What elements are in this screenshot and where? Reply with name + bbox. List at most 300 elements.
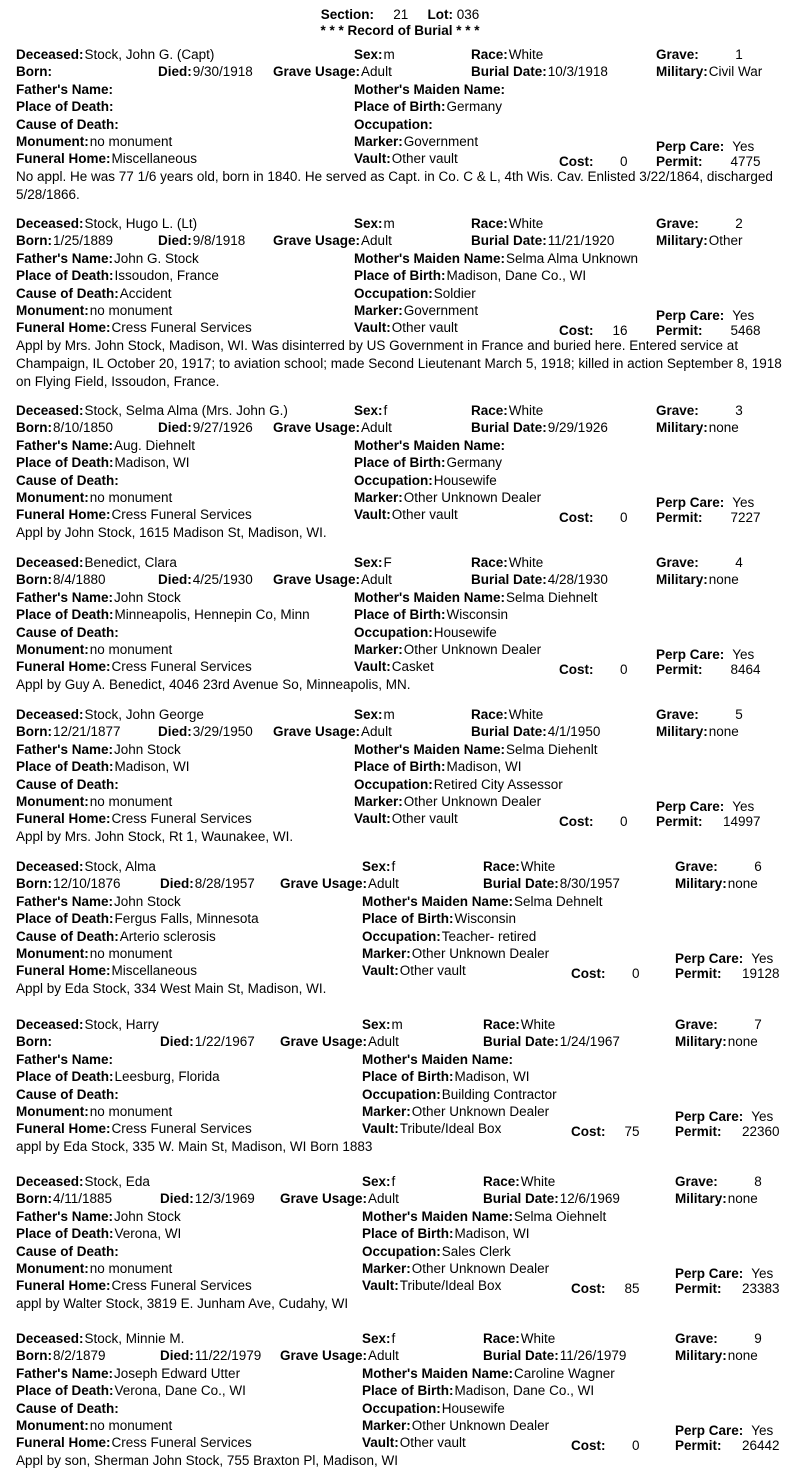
record-row [0,554,800,572]
sex-field [362,858,395,876]
grave-field [675,1173,762,1191]
sex-value: f [391,859,396,874]
sex-label: Sex: [354,403,383,418]
grave-value: 3 [735,403,743,418]
grave-usage-value: Adult [361,724,392,740]
funeral-home-field [16,506,252,524]
military-field [656,419,739,437]
cause-of-death-field [16,472,120,490]
record-row [0,1382,800,1400]
place-of-birth-value: Wisconsin [454,911,517,927]
race-value: White [508,47,544,62]
race-label: Race: [471,707,508,722]
deceased-label: Deceased: [16,403,84,418]
mother-maiden-name-field [354,589,598,607]
funeral-home-field [16,810,252,828]
cause-of-death-label: Cause of Death: [16,624,119,640]
marker-label: Marker: [354,794,403,809]
father-name-field [16,589,181,607]
died-label: Died: [160,1034,194,1050]
marker-field [362,1260,549,1278]
cost-label: Cost: [571,966,606,982]
cost-label: Cost: [559,662,594,678]
place-of-birth-label: Place of Birth: [354,455,446,471]
record-row [0,910,800,928]
race-field [483,858,555,876]
died-value: 12/3/1969 [194,1191,255,1207]
burial-date-value: 1/24/1967 [559,1034,620,1050]
vault-field [354,506,458,524]
mother-maiden-name-field [354,81,506,99]
place-of-birth-value: Madison, WI [454,1226,530,1242]
vault-field [354,658,434,676]
deceased-label: Deceased: [16,216,84,231]
deceased-value: Stock, Minnie M. [84,1331,185,1346]
burial-record [0,858,800,998]
record-row [0,1417,800,1438]
record-row [0,1260,800,1281]
race-value: White [520,859,556,874]
mother-maiden-name-field [362,893,603,911]
grave-usage-label: Grave Usage: [280,1348,368,1364]
record-row [0,1243,800,1261]
vault-value: Other vault [391,507,458,523]
military-label: Military: [656,724,708,740]
mother-maiden-name-field [362,1208,606,1226]
place-of-birth-label: Place of Birth: [354,759,446,775]
record-note: Appl by Guy A. Benedict, 4046 23rd Avenue So, Minneapolis, MN. [16,676,411,692]
vault-value: Tribute/Ideal Box [399,1121,502,1137]
record-row [0,1033,800,1051]
permit-label: Permit: [656,662,703,678]
grave-label: Grave: [656,403,699,418]
place-of-birth-value: Wisconsin [446,607,509,623]
grave-usage-field [273,232,392,250]
grave-usage-value: Adult [368,1034,399,1050]
permit-value: 4775 [730,154,761,170]
sex-field [354,554,392,572]
mother-maiden-name-value: Selma Dehnelt [514,893,603,909]
monument-label: Monument: [16,1104,89,1119]
perp-care-label: Perp Care: [675,951,744,966]
marker-field [362,945,549,963]
perp-care-value: Yes [751,951,774,966]
military-label: Military: [675,1034,727,1050]
military-label: Military: [675,1348,727,1364]
place-of-birth-field [362,1382,594,1400]
father-name-label: Father's Name: [16,81,113,97]
place-of-death-value: Verona, WI [114,1226,182,1242]
deceased-field [16,215,197,233]
cause-of-death-field [16,928,216,946]
died-value: 11/22/1979 [194,1348,262,1364]
place-of-death-label: Place of Death: [16,455,114,471]
cause-of-death-field [16,285,172,303]
died-field [158,232,245,250]
record-row [0,1016,800,1034]
funeral-home-label: Funeral Home: [16,320,111,336]
cost-value: 75 [624,1124,640,1140]
monument-value: no monument [89,490,173,505]
died-value: 8/28/1957 [194,876,255,892]
funeral-home-field [16,150,197,168]
grave-value: 5 [735,707,743,722]
died-label: Died: [160,1191,194,1207]
father-name-field [16,741,181,759]
burial-date-label: Burial Date: [483,1348,559,1364]
born-value: 8/4/1880 [53,572,106,588]
place-of-birth-field [354,606,508,624]
race-field [471,706,543,724]
funeral-home-label: Funeral Home: [16,151,111,167]
race-label: Race: [483,1331,520,1346]
father-name-label: Father's Name: [16,1365,113,1381]
race-value: White [508,403,544,418]
perp-care-label: Perp Care: [656,308,725,323]
marker-field [354,641,541,659]
place-of-birth-field [362,1068,530,1086]
father-name-field [16,81,114,99]
marker-value: Government [403,303,479,318]
race-label: Race: [471,216,508,231]
deceased-label: Deceased: [16,1174,84,1189]
military-value: none [708,420,739,436]
occupation-value: Housewife [433,624,497,640]
cause-of-death-field [16,116,120,134]
place-of-death-value: Fergus Falls, Minnesota [114,911,259,927]
record-row [0,1208,800,1226]
marker-field [362,1103,549,1121]
sex-field [362,1016,403,1034]
deceased-label: Deceased: [16,47,84,62]
burial-date-value: 11/21/1920 [547,233,615,249]
occupation-field [354,116,434,134]
occupation-label: Occupation: [362,1243,441,1259]
race-label: Race: [471,47,508,62]
record-row [0,402,800,420]
born-field [16,1190,112,1208]
record-row [0,46,800,64]
occupation-label: Occupation: [362,928,441,944]
burial-date-field [471,571,608,589]
cost-value: 0 [619,154,628,170]
funeral-home-field [16,1434,252,1452]
permit-value: 14997 [722,814,761,830]
monument-label: Monument: [16,1418,89,1433]
military-value: Civil War [708,64,763,80]
record-row [0,945,800,966]
grave-usage-label: Grave Usage: [273,572,361,588]
vault-field [362,962,466,980]
vault-field [362,1120,501,1138]
record-row [0,232,800,250]
place-of-death-value: Minneapolis, Hennepin Co, Minn [114,607,310,623]
permit-label: Permit: [656,814,703,830]
sex-field [354,706,395,724]
burial-record [0,554,800,694]
sex-value: F [383,555,392,570]
deceased-field [16,402,288,420]
father-name-field [16,437,195,455]
place-of-death-label: Place of Death: [16,99,114,115]
vault-field [354,150,458,168]
record-row [0,641,800,662]
deceased-field [16,1330,184,1348]
cost-value: 16 [612,323,628,339]
military-field [656,232,743,250]
record-row [0,810,800,828]
occupation-value: Housewife [433,472,497,488]
mother-maiden-name-label: Mother's Maiden Name: [354,81,505,97]
died-field [158,419,253,437]
perp-care-label: Perp Care: [675,1423,744,1438]
vault-label: Vault: [362,1435,399,1451]
record-header [0,7,800,39]
vault-value: Casket [391,659,434,675]
cause-of-death-label: Cause of Death: [16,1086,119,1102]
permit-label: Permit: [675,1124,722,1140]
vault-field [362,1434,466,1452]
record-row [0,116,800,134]
father-name-field [16,250,199,268]
marker-label: Marker: [354,134,403,149]
monument-field [16,1260,172,1278]
born-label: Born: [16,572,52,588]
cost-value: 0 [631,966,640,982]
father-name-field [16,1051,114,1069]
deceased-label: Deceased: [16,1331,84,1346]
place-of-death-field [16,98,115,116]
funeral-home-label: Funeral Home: [16,1121,111,1137]
race-label: Race: [483,859,520,874]
military-value: none [708,572,739,588]
grave-value: 9 [754,1331,762,1346]
record-row [0,875,800,893]
record-row [0,302,800,323]
grave-usage-value: Adult [368,876,399,892]
vault-field [354,319,458,337]
funeral-home-field [16,658,252,676]
burial-date-field [483,1347,626,1365]
mother-maiden-name-field [354,250,638,268]
burial-date-field [483,1033,620,1051]
died-value: 9/8/1918 [192,233,246,249]
born-field [16,723,121,741]
place-of-death-label: Place of Death: [16,759,114,775]
died-value: 1/22/1967 [194,1034,255,1050]
cause-of-death-field [16,776,120,794]
occupation-value: Sales Clerk [441,1243,511,1259]
died-field [158,63,253,81]
marker-value: Other Unknown Dealer [411,1418,550,1433]
deceased-value: Benedict, Clara [84,555,177,570]
place-of-death-label: Place of Death: [16,268,114,284]
place-of-death-value: Madison, WI [114,455,190,471]
record-row [0,658,800,676]
military-value: Other [708,233,743,249]
record-note: appl by Walter Stock, 3819 E. Junham Ave, Cudahy, WI [16,1295,349,1311]
occupation-field [354,285,476,303]
grave-usage-value: Adult [361,420,392,436]
marker-field [354,302,478,320]
place-of-birth-label: Place of Birth: [354,99,446,115]
occupation-field [362,1400,505,1418]
mother-maiden-name-label: Mother's Maiden Name: [354,250,505,266]
mother-maiden-name-value: Selma Alma Unknown [506,250,639,266]
monument-label: Monument: [16,134,89,149]
permit-value: 5468 [730,323,761,339]
perp-care-value: Yes [732,799,755,814]
father-name-value: John Stock [114,741,181,757]
grave-label: Grave: [656,707,699,722]
burial-record [0,46,800,204]
vault-label: Vault: [354,811,391,827]
monument-value: no monument [89,642,173,657]
grave-label: Grave: [675,859,718,874]
occupation-label: Occupation: [354,285,433,301]
record-row [0,63,800,81]
mother-maiden-name-label: Mother's Maiden Name: [354,589,505,605]
race-field [483,1173,555,1191]
marker-value: Other Unknown Dealer [411,1104,550,1119]
burial-date-label: Burial Date: [471,572,547,588]
cost-value: 0 [619,510,628,526]
grave-usage-field [273,63,392,81]
page-title: * * * Record of Burial * * * [320,23,480,38]
monument-field [16,793,172,811]
funeral-home-label: Funeral Home: [16,1278,111,1294]
vault-value: Tribute/Ideal Box [399,1278,502,1294]
father-name-value: John Stock [114,893,181,909]
born-value: 1/25/1889 [53,233,114,249]
father-name-field [16,893,181,911]
race-label: Race: [483,1017,520,1032]
marker-label: Marker: [354,642,403,657]
burial-date-label: Burial Date: [483,1191,559,1207]
grave-label: Grave: [675,1331,718,1346]
sex-label: Sex: [354,216,383,231]
record-row [0,1225,800,1243]
died-label: Died: [158,572,192,588]
died-field [160,875,255,893]
record-row [0,489,800,510]
father-name-label: Father's Name: [16,1051,113,1067]
vault-label: Vault: [362,1121,399,1137]
record-row [0,1365,800,1383]
funeral-home-value: Cress Funeral Services [111,1278,252,1294]
monument-field [16,302,172,320]
sex-value: m [383,216,395,231]
record-row [0,962,800,980]
place-of-death-field [16,1225,181,1243]
father-name-value: Joseph Edward Utter [114,1365,241,1381]
burial-date-field [471,232,614,250]
vault-field [362,1277,501,1295]
grave-label: Grave: [675,1017,718,1032]
burial-date-field [483,875,620,893]
father-name-label: Father's Name: [16,250,113,266]
place-of-birth-value: Madison, WI [454,1069,530,1085]
burial-date-value: 11/26/1979 [559,1348,627,1364]
mother-maiden-name-label: Mother's Maiden Name: [362,893,513,909]
sex-label: Sex: [362,1174,391,1189]
burial-date-field [483,1190,620,1208]
deceased-label: Deceased: [16,1017,84,1032]
race-value: White [508,707,544,722]
race-label: Race: [483,1174,520,1189]
grave-label: Grave: [656,47,699,62]
monument-value: no monument [89,1261,173,1276]
marker-field [362,1417,549,1435]
place-of-birth-label: Place of Birth: [362,1226,454,1242]
grave-field [675,1016,762,1034]
record-row [0,150,800,168]
perp-care-label: Perp Care: [656,495,725,510]
deceased-value: Stock, Selma Alma (Mrs. John G.) [84,403,288,418]
grave-usage-value: Adult [368,1191,399,1207]
born-label: Born: [16,420,52,436]
record-row [0,706,800,724]
grave-usage-field [280,1190,399,1208]
monument-value: no monument [89,1104,173,1119]
record-row [0,419,800,437]
born-field [16,875,121,893]
grave-usage-label: Grave Usage: [273,420,361,436]
mother-maiden-name-label: Mother's Maiden Name: [362,1208,513,1224]
monument-label: Monument: [16,303,89,318]
grave-usage-label: Grave Usage: [273,64,361,80]
burial-date-label: Burial Date: [471,233,547,249]
burial-date-label: Burial Date: [483,876,559,892]
military-label: Military: [675,876,727,892]
cause-of-death-label: Cause of Death: [16,285,119,301]
place-of-death-field [16,606,310,624]
permit-value: 19128 [741,966,780,982]
place-of-birth-field [354,98,502,116]
funeral-home-field [16,1277,252,1295]
grave-usage-value: Adult [368,1348,399,1364]
place-of-death-field [16,910,259,928]
vault-label: Vault: [362,963,399,979]
cost-label: Cost: [571,1124,606,1140]
sex-value: m [383,47,395,62]
permit-value: 22360 [741,1124,780,1140]
grave-value: 1 [735,47,743,62]
marker-label: Marker: [354,490,403,505]
permit-label: Permit: [656,154,703,170]
funeral-home-value: Miscellaneous [111,963,198,979]
vault-label: Vault: [354,507,391,523]
burial-record [0,1330,800,1470]
mother-maiden-name-field [362,1365,615,1383]
sex-field [354,46,395,64]
sex-value: m [383,707,395,722]
father-name-value: Aug. Diehnelt [114,437,196,453]
cost-label: Cost: [559,510,594,526]
perp-care-value: Yes [732,495,755,510]
funeral-home-value: Cress Funeral Services [111,811,252,827]
cause-of-death-field [16,624,120,642]
burial-date-label: Burial Date: [471,64,547,80]
record-note: appl by Eda Stock, 335 W. Main St, Madison, WI Born 1883 [16,1138,373,1154]
record-note: Appl by Mrs. John Stock, Madison, WI. Was disinterred by US Government in France and buried here. Entered service at Champaign, IL October 20, 1917; to aviation school; made Second Lieutenant March 5, 1918; killed in action September 8, 1918 on Flying Field, Issoudon, France. [16,337,782,389]
grave-field [656,46,743,64]
marker-value: Other Unknown Dealer [411,1261,550,1276]
race-value: White [520,1174,556,1189]
died-label: Died: [158,724,192,740]
record-row [0,758,800,776]
grave-field [656,554,743,572]
